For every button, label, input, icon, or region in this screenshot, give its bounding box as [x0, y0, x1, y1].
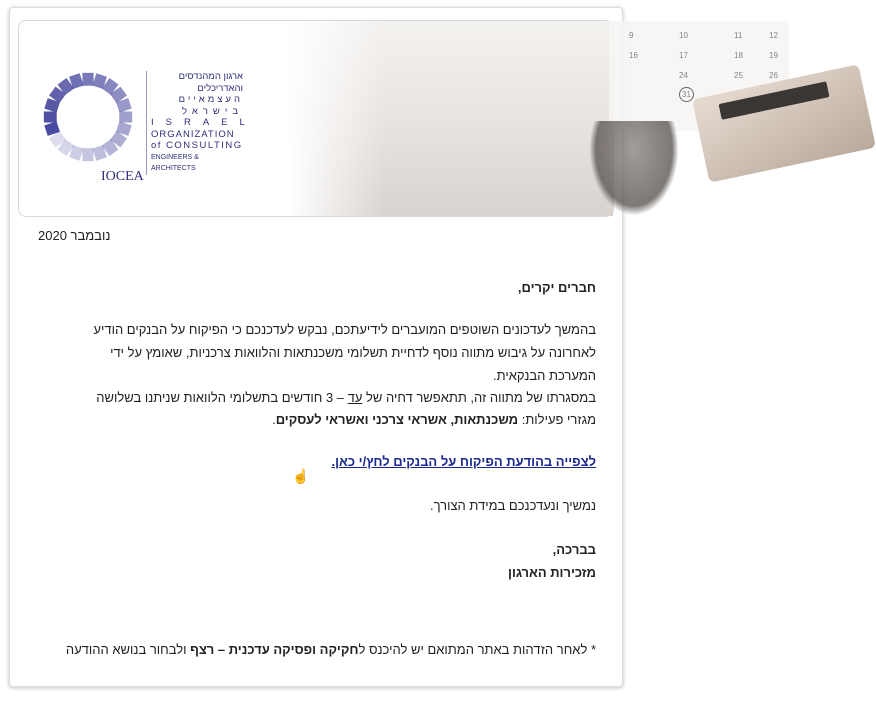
logo-en-line: ORGANIZATION	[151, 128, 235, 140]
para-line: לאחרונה על גיבוש מתווה נוסף לדחיית תשלומי משכנתאות והלוואות צרכניות, שאומץ על ידי	[110, 345, 596, 360]
logo-text	[146, 71, 257, 175]
logo-en-line: ISRAEL	[151, 117, 257, 128]
date: נובמבר 2020	[38, 228, 111, 243]
logo-en-line: ENGINEERS & ARCHITECTS	[151, 153, 199, 172]
logo-segment	[119, 111, 132, 122]
signature: מזכירות הארגון	[508, 565, 596, 580]
continue-text: נמשיך ונעדכנכם במידת הצורך.	[429, 498, 596, 513]
logo-segment	[82, 148, 93, 161]
coins-image	[589, 121, 679, 216]
bold-text: חקיקה ופסיקה עדכנית – רצף	[190, 642, 359, 657]
text: במסגרתו של מתווה זה, תתאפשר דחיה של	[362, 390, 596, 405]
calendar-image: 9 10 11 12 16 17 18 19 24 25 26 31	[609, 21, 789, 131]
header-banner	[18, 20, 778, 217]
text: מגזרי פעילות:	[518, 412, 596, 427]
logo-en-line: of CONSULTING	[151, 140, 243, 151]
logo-he-line: והאדריכלים	[197, 82, 243, 94]
logo-acronym: IOCEA	[101, 169, 144, 184]
underlined-text: עד	[347, 390, 363, 405]
logo-ring-icon	[42, 71, 134, 163]
footer-note	[66, 642, 596, 657]
logo-segment	[44, 111, 57, 122]
logo-he-line: בישראל	[182, 105, 243, 117]
greeting: חברים יקרים,	[517, 280, 596, 295]
signoff: בברכה,	[552, 542, 596, 557]
hand-cursor-icon: ☝	[292, 468, 310, 484]
logo-he-line: ארגון המהנדסים	[178, 71, 243, 82]
text: – 3 חודשים בתשלומי הלוואות שניתנו בשלושה	[96, 390, 348, 405]
text: * לאחר הזדהות באתר המתואם יש להיכנס ל	[358, 642, 596, 657]
logo-segment	[82, 73, 93, 86]
text: .	[272, 412, 276, 427]
bank-supervision-link[interactable]: לצפייה בהודעת הפיקוח על הבנקים לחץ/י כאן.	[331, 454, 596, 469]
para-line: בהמשך לעדכונים השוטפים המועברים לידיעתכם, נבקש לעדכנכם כי הפיקוח על הבנקים הודיע	[93, 322, 596, 337]
para-line: המערכת הבנקאית.	[493, 368, 596, 383]
finance-photo	[289, 21, 778, 216]
logo-he-line: העצמאיים	[178, 94, 243, 105]
para-line	[272, 412, 596, 427]
bold-text: משכנתאות, אשראי צרכני ואשראי לעסקים	[275, 412, 519, 427]
text: ולבחור בנושא ההודעה	[65, 642, 191, 657]
para-line	[96, 390, 596, 405]
